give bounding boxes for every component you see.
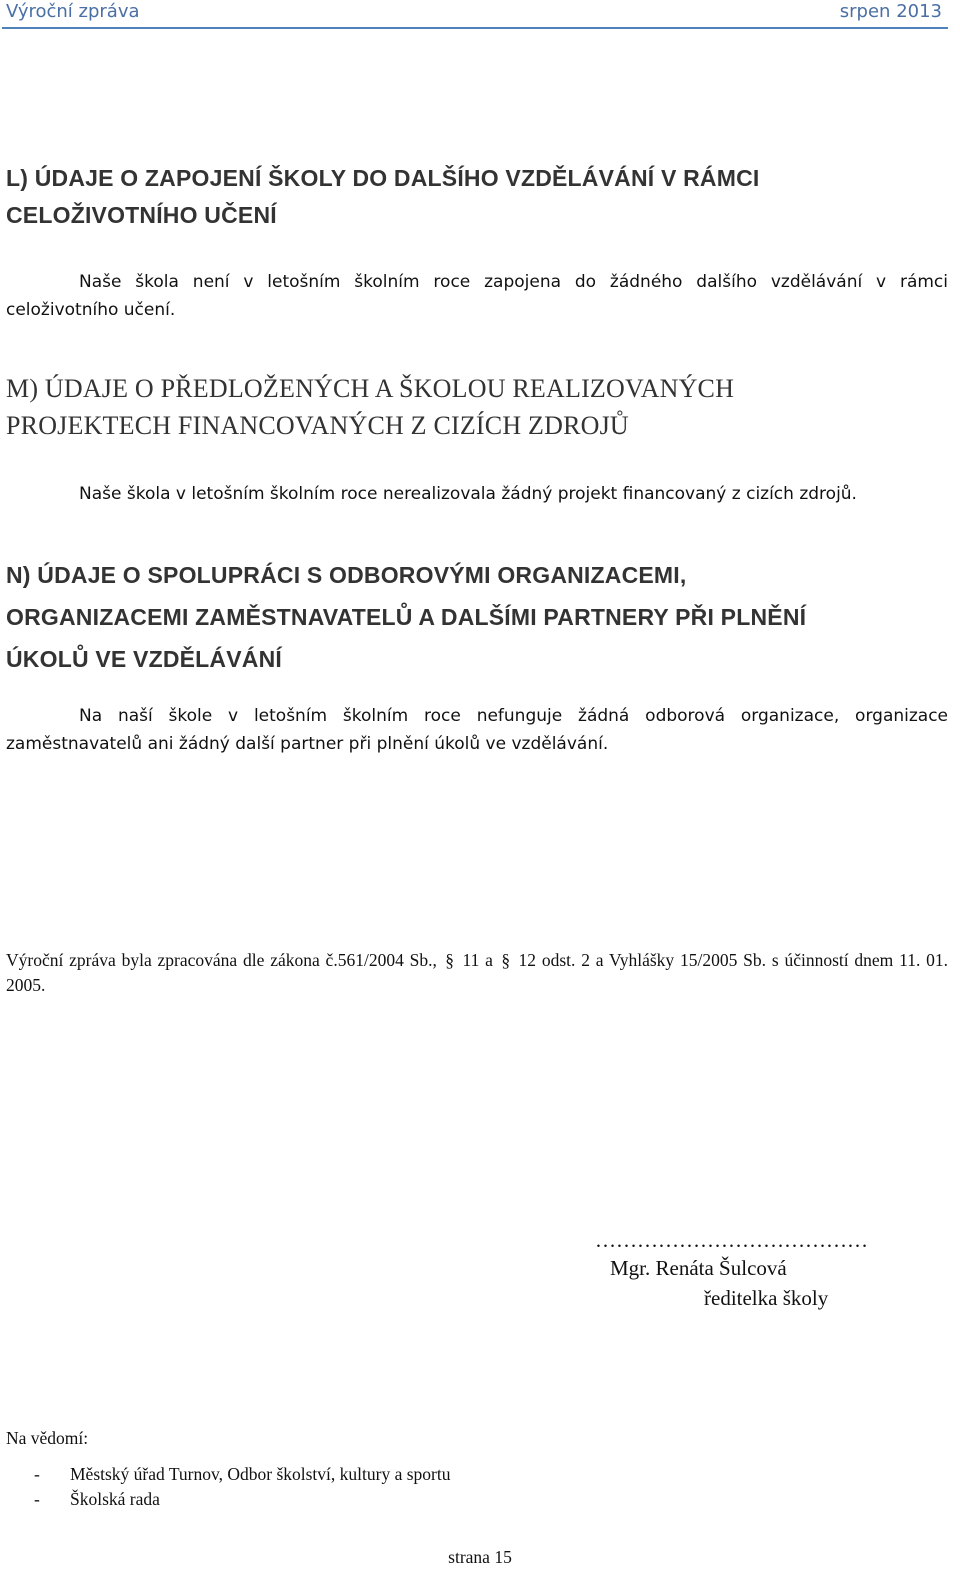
legal-part1: Výroční zpráva byla zpracována dle zákona č.561/2004 Sb.,: [6, 950, 437, 970]
legal-statement: [6, 948, 948, 998]
header-title: Výroční zpráva: [6, 1, 140, 22]
section-m-heading: [6, 370, 946, 444]
section-symbol-1: §: [445, 950, 455, 970]
section-l-heading: [6, 160, 946, 234]
note-item-2: Školská rada: [70, 1489, 160, 1509]
list-item: [34, 1462, 450, 1487]
section-m-text: Naše škola v letošním školním roce nerealizovala žádný projekt financovaný z cizích zdrojů.: [79, 484, 857, 504]
page-number: strana 15: [448, 1547, 512, 1567]
section-n-heading-line1: N) ÚDAJE O SPOLUPRÁCI S ODBOROVÝMI ORGANIZACEMI,: [6, 562, 687, 588]
signature-line: …………………………………: [595, 1228, 868, 1252]
section-l-heading-line2: CELOŽIVOTNÍHO UČENÍ: [6, 202, 277, 228]
header-date: srpen 2013: [839, 1, 942, 22]
note-item-1: Městský úřad Turnov, Odbor školství, kultury a sportu: [70, 1464, 451, 1484]
note-list: [34, 1462, 450, 1512]
signatory-role: ředitelka školy: [704, 1286, 829, 1310]
section-l-heading-line1: L) ÚDAJE O ZAPOJENÍ ŠKOLY DO DALŠÍHO VZDĚLÁVÁNÍ V RÁMCI: [6, 165, 760, 191]
legal-part3: 12 odst. 2 a Vyhlášky 15/2005 Sb. s účinností dnem 11. 01. 2005.: [6, 950, 949, 995]
section-symbol-2: §: [501, 950, 511, 970]
section-n-text: Na naší škole v letošním školním roce nefunguje žádná odborová organizace, organizace zaměstnavatelů ani žádný další partner při plnění úkolů ve vzdělávání.: [6, 706, 948, 754]
list-dash: -: [34, 1489, 40, 1509]
signatory-name: Mgr. Renáta Šulcová: [610, 1256, 787, 1280]
section-m-heading-line2: PROJEKTECH FINANCOVANÝCH Z CIZÍCH ZDROJŮ: [6, 411, 629, 440]
section-n-heading-line2: ORGANIZACEMI ZAMĚSTNAVATELŮ A DALŠÍMI PARTNERY PŘI PLNĚNÍ: [6, 604, 807, 630]
section-l-text: Naše škola není v letošním školním roce zapojena do žádného dalšího vzdělávání v rámci celoživotního učení.: [6, 272, 948, 320]
list-item: [34, 1487, 450, 1512]
section-n-heading-line3: ÚKOLŮ VE VZDĚLÁVÁNÍ: [6, 646, 282, 672]
page-header: [2, 0, 948, 29]
section-m-heading-line1: M) ÚDAJE O PŘEDLOŽENÝCH A ŠKOLOU REALIZOVANÝCH: [6, 374, 735, 403]
list-dash: -: [34, 1464, 40, 1484]
section-n-heading: [6, 554, 946, 680]
legal-part2: 11 a: [462, 950, 493, 970]
note-label: Na vědomí:: [6, 1428, 89, 1448]
